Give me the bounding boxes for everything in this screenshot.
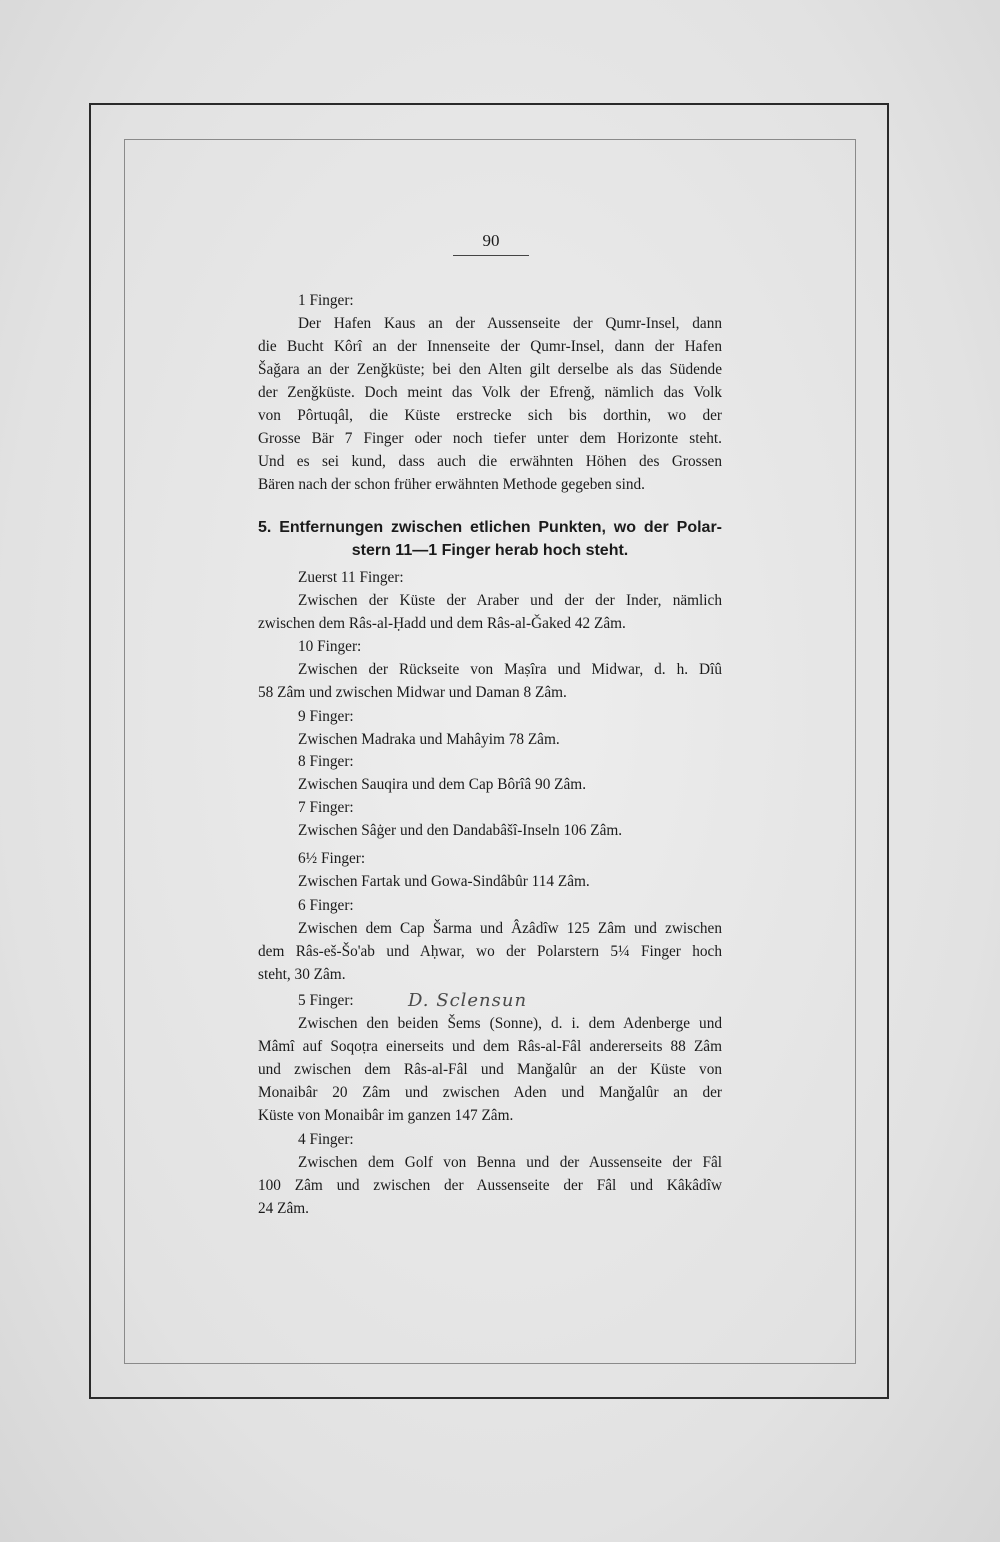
paragraph-line: der Zenǧküste. Doch meint das Volk der Efrenǧ, nämlich das Volk bbox=[258, 384, 722, 401]
entry-line: dem Râs-eš-Šo'ab und Aḥwar, wo der Polarstern 5¼ Finger hoch bbox=[258, 943, 722, 960]
entry-line: Zwischen den beiden Šems (Sonne), d. i. dem Adenberge und bbox=[298, 1015, 722, 1032]
finger-label: 9 Finger: bbox=[298, 708, 354, 725]
entry-line: und zwischen dem Râs-al-Fâl und Manǧalûr an der Küste von bbox=[258, 1061, 722, 1078]
finger-label: 8 Finger: bbox=[298, 753, 354, 770]
entry-line: Zwischen Madraka und Mahâyim 78 Zâm. bbox=[298, 731, 560, 748]
paragraph-line: Šaǧara an der Zenǧküste; bei den Alten gilt derselbe als das Südende bbox=[258, 361, 722, 378]
entry-line: Zwischen dem Cap Šarma und Âzâdîw 125 Zâm und zwischen bbox=[298, 920, 722, 937]
paragraph-line: Bären nach der schon früher erwähnten Methode gegeben sind. bbox=[258, 476, 645, 493]
entry-line: zwischen dem Râs-al-Ḥadd und dem Râs-al-Ǧaked 42 Zâm. bbox=[258, 615, 626, 632]
entry-line: Monaibâr 20 Zâm und zwischen Aden und Manǧalûr an der bbox=[258, 1084, 722, 1101]
finger-label: 4 Finger: bbox=[298, 1131, 354, 1148]
entry-line: Zwischen der Küste der Araber und der der Inder, nämlich bbox=[298, 592, 722, 609]
paragraph-line: Grosse Bär 7 Finger oder noch tiefer unter dem Horizonte steht. bbox=[258, 430, 722, 447]
handwritten-note: D. Sclensun bbox=[408, 990, 528, 1011]
entry-line: 24 Zâm. bbox=[258, 1200, 309, 1217]
entry-line: steht, 30 Zâm. bbox=[258, 966, 346, 983]
finger-label: 6 Finger: bbox=[298, 897, 354, 914]
section-heading-line-1: 5. Entfernungen zwischen etlichen Punkten, wo der Polar- bbox=[258, 519, 722, 536]
paragraph-line: von Pôrtuqâl, die Küste erstrecke sich bis dorthin, wo der bbox=[258, 407, 722, 424]
finger-label: 5 Finger: bbox=[298, 992, 354, 1009]
finger-label: 7 Finger: bbox=[298, 799, 354, 816]
entry-line: 58 Zâm und zwischen Midwar und Daman 8 Zâm. bbox=[258, 684, 567, 701]
entry-line: Zwischen Fartak und Gowa-Sindâbûr 114 Zâm. bbox=[298, 873, 590, 890]
entry-line: Zwischen Sâġer und den Dandabâšî-Inseln 106 Zâm. bbox=[298, 822, 623, 839]
entry-line: Zwischen dem Golf von Benna und der Aussenseite der Fâl bbox=[298, 1154, 722, 1171]
section-heading-line-2: stern 11—1 Finger herab hoch steht. bbox=[351, 542, 629, 559]
paragraph-line: die Bucht Kôrî an der Innenseite der Qumr-Insel, dann der Hafen bbox=[258, 338, 722, 355]
entry-line: 100 Zâm und zwischen der Aussenseite der Fâl und Kâkâdîw bbox=[258, 1177, 722, 1194]
finger-label-1: 1 Finger: bbox=[298, 292, 354, 309]
page-number-rule bbox=[453, 255, 529, 256]
entry-line: Zwischen Sauqira und dem Cap Bôrîâ 90 Zâm. bbox=[298, 776, 587, 793]
finger-label: 10 Finger: bbox=[298, 638, 362, 655]
paragraph-line: Der Hafen Kaus an der Aussenseite der Qumr-Insel, dann bbox=[298, 315, 722, 332]
entry-line: Mâmî auf Soqoṭra einerseits und dem Râs-al-Fâl andererseits 88 Zâm bbox=[258, 1038, 722, 1055]
finger-label: 6½ Finger: bbox=[298, 850, 366, 867]
finger-label: Zuerst 11 Finger: bbox=[298, 569, 404, 586]
entry-line: Küste von Monaibâr im ganzen 147 Zâm. bbox=[258, 1107, 514, 1124]
entry-line: Zwischen der Rückseite von Maṣîra und Midwar, d. h. Dîû bbox=[298, 661, 722, 678]
page-number: 90 bbox=[482, 231, 500, 250]
paragraph-line: Und es sei kund, dass auch die erwähnten Höhen des Grossen bbox=[258, 453, 722, 470]
